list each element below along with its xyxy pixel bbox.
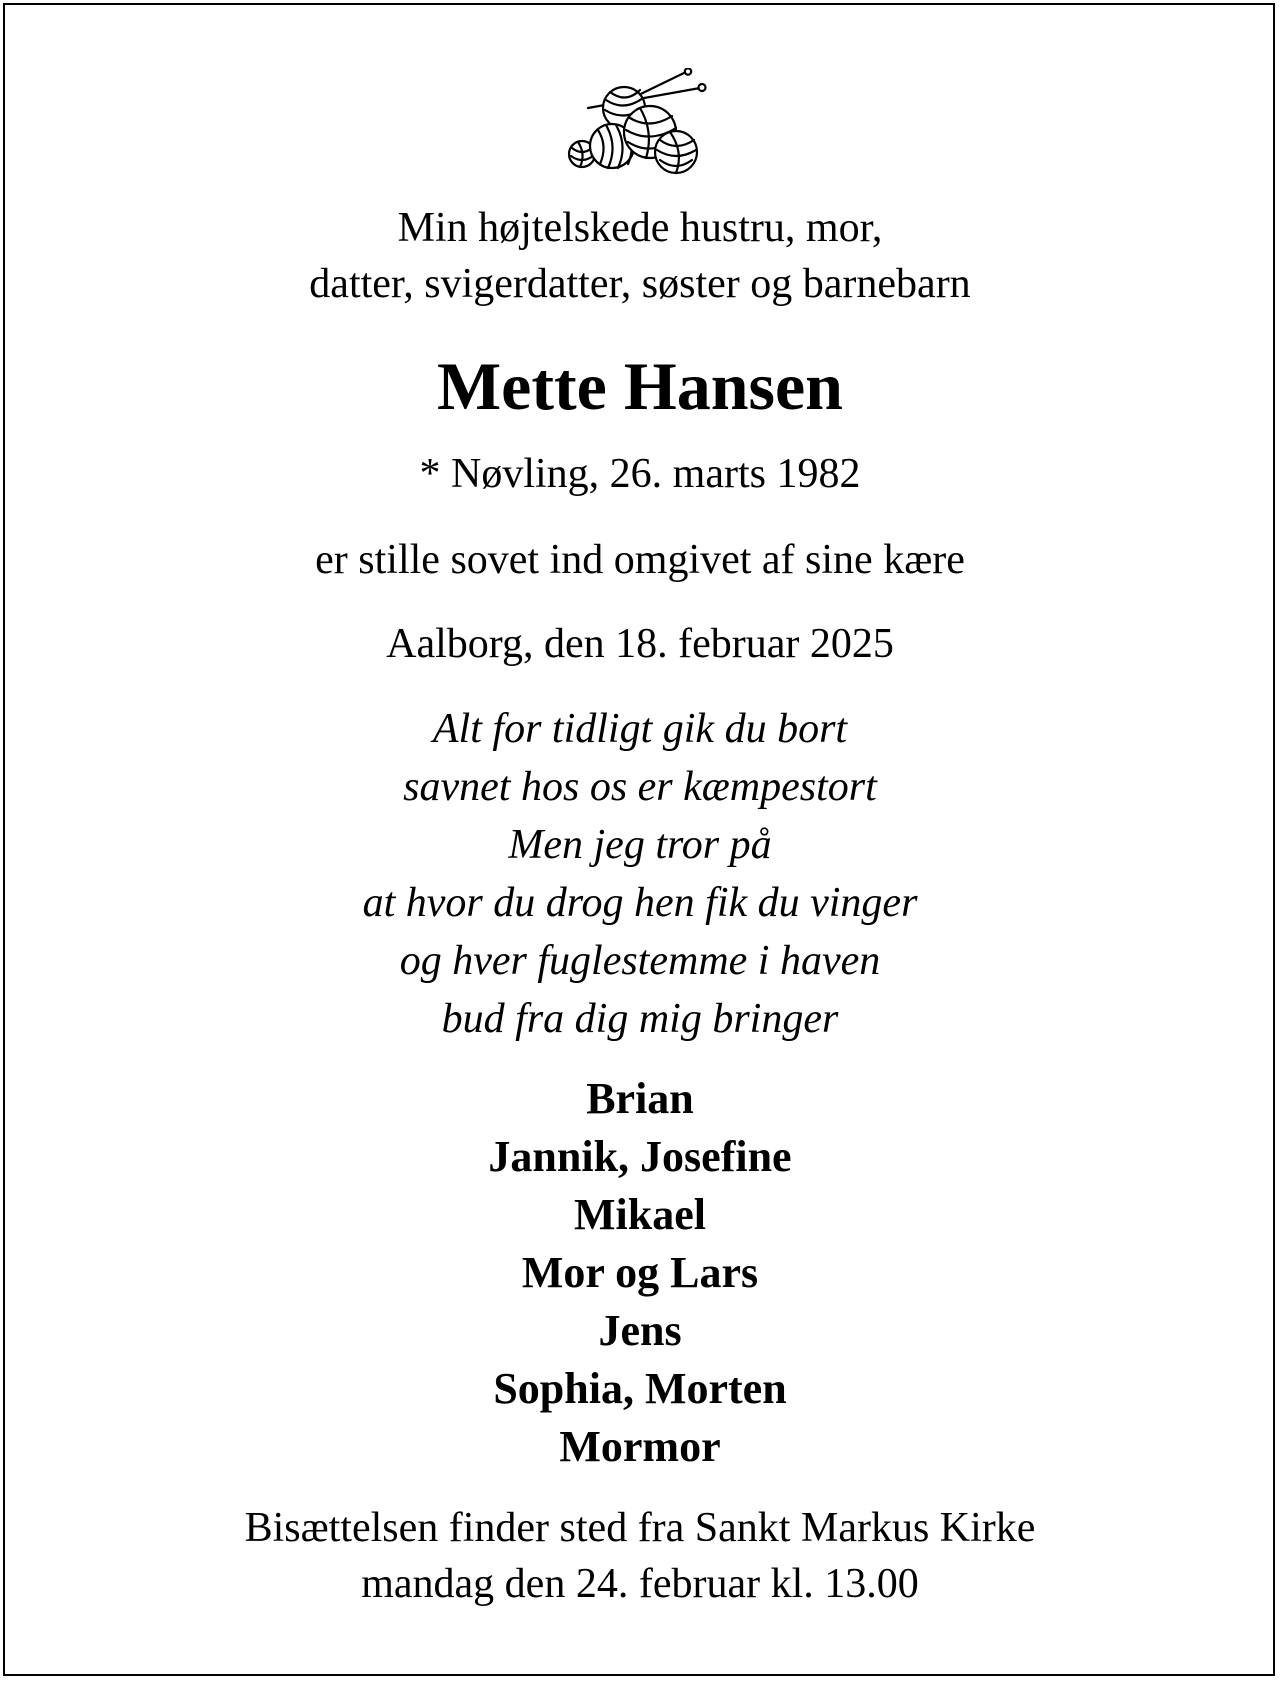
- poem-line: Men jeg tror på: [508, 822, 772, 868]
- intro-line: Min højtelskede hustru, mor,: [397, 205, 883, 251]
- funeral-line: Bisættelsen finder sted fra Sankt Markus Kirke: [244, 1505, 1036, 1551]
- poem-line: og hver fuglestemme i haven: [399, 938, 881, 984]
- mourner-line: Mormor: [559, 1422, 721, 1471]
- mourner-line: Brian: [586, 1074, 694, 1123]
- memorial-poem: [0, 700, 1280, 1048]
- poem-line: Alt for tidligt gik du bort: [432, 706, 848, 752]
- place-date: Aalborg, den 18. februar 2025: [386, 621, 894, 667]
- mourners-list: [0, 1070, 1280, 1476]
- poem-line: bud fra dig mig bringer: [441, 996, 839, 1042]
- mourner-line: Jannik, Josefine: [488, 1132, 792, 1181]
- mourner-line: Mor og Lars: [521, 1248, 759, 1297]
- mourner-line: Sophia, Morten: [493, 1364, 787, 1413]
- intro-text: [0, 200, 1280, 312]
- funeral-info: [0, 1500, 1280, 1612]
- funeral-line: mandag den 24. februar kl. 13.00: [361, 1561, 919, 1607]
- deceased-name: Mette Hansen: [436, 348, 843, 424]
- mourner-line: Mikael: [574, 1190, 706, 1239]
- passing-text: er stille sovet ind omgivet af sine kære: [315, 537, 965, 583]
- birth-info: * Nøvling, 26. marts 1982: [419, 451, 861, 497]
- mourner-line: Jens: [598, 1306, 682, 1355]
- poem-line: at hvor du drog hen fik du vinger: [362, 880, 918, 926]
- yarn-balls-knitting-needles-icon: [560, 68, 710, 176]
- poem-line: savnet hos os er kæmpestort: [403, 764, 877, 810]
- intro-line: datter, svigerdatter, søster og barnebarn: [309, 261, 971, 307]
